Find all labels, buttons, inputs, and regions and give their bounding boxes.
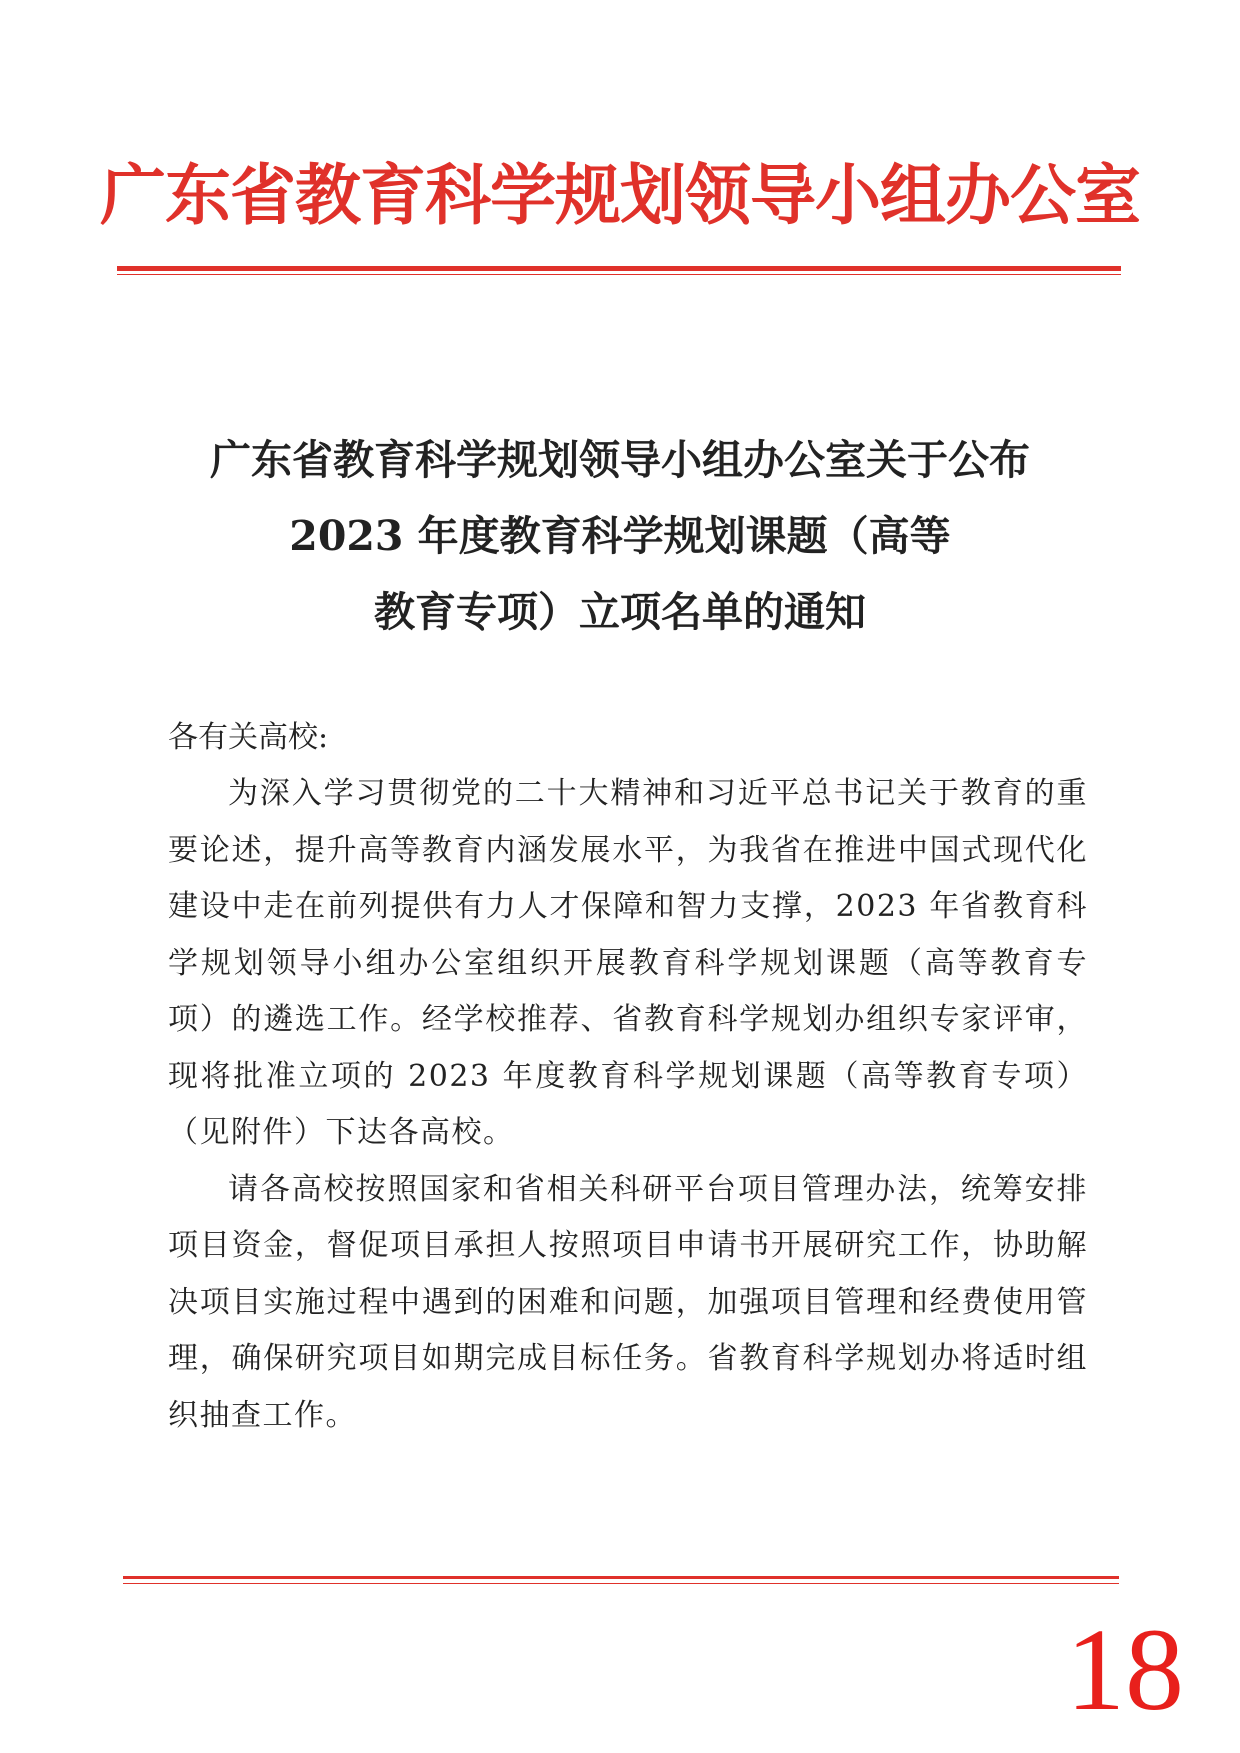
salutation: 各有关高校: bbox=[168, 720, 329, 755]
header-divider bbox=[117, 266, 1121, 271]
paragraph-2: 请各高校按照国家和省相关科研平台项目管理办法，统筹安排项目资金，督促项目承担人按照项目申请书开展研究工作，协助解决项目实施过程中遇到的困难和问题，加强项目管理和经费使用管理，确保研究项目如期完成目标任务。省教育科学规划办将适时组织抽查工作。 bbox=[168, 1171, 1088, 1433]
footer-divider-thin bbox=[123, 1583, 1119, 1584]
title-line-1: 广东省教育科学规划领导小组办公室关于公布 bbox=[210, 436, 1030, 484]
page-number: 18 bbox=[1066, 1604, 1184, 1735]
title-line-3: 教育专项）立项名单的通知 bbox=[374, 588, 866, 636]
document-title bbox=[150, 422, 1090, 650]
title-line-2: 2023 年度教育科学规划课题（高等 bbox=[289, 512, 951, 560]
organization-header: 广东省教育科学规划领导小组办公室 bbox=[100, 156, 1140, 234]
footer-divider bbox=[123, 1576, 1119, 1579]
document-body bbox=[168, 766, 1088, 1444]
header-divider-thin bbox=[117, 274, 1121, 275]
paragraph-1: 为深入学习贯彻党的二十大精神和习近平总书记关于教育的重要论述，提升高等教育内涵发展水平，为我省在推进中国式现代化建设中走在前列提供有力人才保障和智力支撑，2023 年省教育科学规划领导小组办公室组织开展教育科学规划课题（高等教育专项）的遴选工作。经学校推荐、省教育科学规划办组织专家评审，现将批准立项的 2023 年度教育科学规划课题（高等教育专项）（见附件）下达各高校。 bbox=[168, 776, 1088, 1150]
